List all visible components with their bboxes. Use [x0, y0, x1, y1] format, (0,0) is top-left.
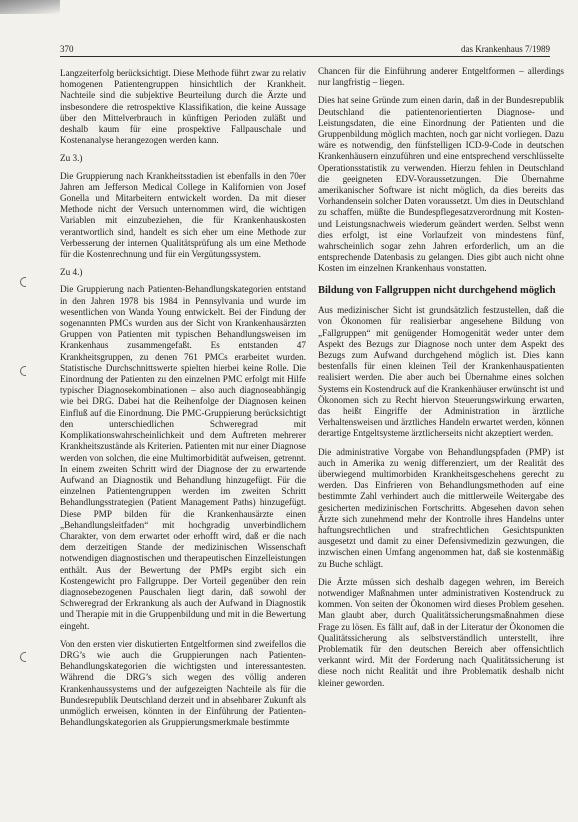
page-header	[60, 42, 550, 57]
paragraph: Die Gruppierung nach Patienten-Behandlungskategorien entstand in den Jahren 1978 bis 1984 in Pennsylvania und wurde im wesentlichen von Wanda Young entwickelt. Bei der Findung der sogenannten PMCs wurden aus der Sicht von Krankenhausärzten Gruppen von Patienten mit typischen Behandlungsweisen im Krankenhaus zusammengefaßt. Es entstanden 47 Krankheitsgruppen, zu denen 761 PMCs erarbeitet wurden. Statistische Durchschnittswerte spielten hierbei keine Rolle. Die Einordnung der Patienten zu den einzelnen PMC erfolgt mit Hilfe typischer Diagnosekombinationen – also auch diagnoseabhängig wie bei DRG. Dabei hat die Reihenfolge der Diagnosen keinen Einfluß auf die Einordnung. Die PMC-Gruppierung berücksichtigt den unterschiedlichen Schweregrad mit Komplikationswahrscheinlichkeit und dem Auftreten mehrerer Krankheitszustände als Kriterien. Patienten mit nur einer Diagnose werden von solchen, die eine Multimorbidität aufweisen, getrennt. In einem zweiten Schritt wird der Diagnose der zu erwartende Aufwand an Diagnostik und Behandlung hinzugefügt. Für die einzelnen Patientengruppen werden im zweiten Schritt Behandlungsstrategien (Patient Management Paths) hinzugefügt. Diese PMP bilden für die Krankenhausärzte einen „Behandlungsleitfaden“ mit hochgradig unverbindlichem Charakter, von dem erwartet oder erhofft wird, daß er die nach dem derzeitigen Stande der medizinischen Wissenschaft notwendigen diagnostischen und therapeutischen Einzelleistungen enthält. Aus der Bewertung der PMPs ergibt sich ein Kostengewicht pro Fallgruppe. Der Vorteil gegenüber den rein diagnosebezogenen Pauschalen liegt darin, daß sowohl der Schweregrad der Erkrankung als auch der Aufwand in Diagnostik und Therapie mit in die Gruppenbildung und mit in die Bewertung eingeht.	[60, 284, 306, 631]
paragraph: Chancen für die Einführung anderer Entgeltformen – allerdings nur langfristig – liegen.	[318, 66, 564, 88]
scan-shadow-corner	[0, 0, 60, 14]
journal-title: das Krankenhaus 7/1989	[461, 44, 550, 54]
paragraph: Die Ärzte müssen sich deshalb dagegen wehren, im Bereich notwendiger Maßnahmen unter administrativen Kostendruck zu kommen. Von seiten der Ökonomen wird dieses Problem gesehen. Man glaubt aber, durch Qualitätssicherungsmaßnahmen diese Frage zu lösen. Es fällt auf, daß in der Literatur der Ökonomen die Qualitätssicherung als selbstverständlich unterstellt, ihre Problematik für den deutschen Bereich aber offensichtlich verkannt wird. Mit der Forderung nach Qualitätssicherung ist diese noch nicht Realität und ihre Problematik deshalb nicht kleiner geworden.	[318, 576, 564, 688]
paragraph: Aus medizinischer Sicht ist grundsätzlich festzustellen, daß die von Ökonomen für realisierbar angesehene Bildung von „Fallgruppen“ mit genügender Homogenität weder unter dem Aspekt des Bezugs zur Diagnose noch unter dem Aspekt des Bezugs zum Aufwand durchgehend möglich ist. Dies kann bestenfalls für einen kleinen Teil der Krankenhauspatienten realisiert werden. Die aber auch bei Übernahme eines solchen Systems ein Kostendruck auf die Krankenhäuser erwünscht ist und Ökonomen sich zu Recht hiervon Steuerungswirkung erwarten, das heißt Eingriffe der Administration in ärztliche Verhaltensweisen und ärztliches Handeln erwartet werden, können derartige Entgeltsysteme ärztlicherseits nicht akzeptiert werden.	[318, 305, 564, 439]
margin-mark	[20, 652, 26, 662]
paragraph: Von den ersten vier diskutierten Entgeltformen sind zweifellos die DRG’s wie auch die Gruppierungen nach Patienten-Behandlungskategorien die wichtigsten und interessantesten. Während die DRG’s sich wegen des völlig anderen Krankenhaussystems und der aufgezeigten Nachteile als für die Bundesrepublik Deutschland derzeit und in absehbarer Zukunft als unmöglich erweisen, könnten in der Einführung der Patienten-Behandlungskategorien als Gruppierungsmerkmale bestimmte	[60, 638, 306, 728]
paragraph: Dies hat seine Gründe zum einen darin, daß in der Bundesrepublik Deutschland die patientenorientierten Diagnose- und Leistungsdaten, die eine Einordnung der Patienten und die Gruppenbildung möglich machten, noch gar nicht vorliegen. Dazu wäre es notwendig, den fünfstelligen ICD-9-Code in deutschen Krankenhäusern einzuführen und eine entsprechend verschlüsselte Operationsstatistik zu verwenden. Hierzu fehlen in Deutschland die geeigneten EDV-Voraussetzungen. Die Übernahme amerikanischer Software ist nicht möglich, da dies bereits das Vorhandensein solcher Daten voraussetzt. Um dies in Deutschland zu schaffen, müßte die Bundespflegesatzverordnung mit Kosten- und Leistungsnachweis wiederum geändert werden. Selbst wenn dies erfolgt, ist eine Vorlaufzeit von mindestens fünf, wahrscheinlich sogar zehn Jahren erforderlich, um an die entsprechende Datenbasis zu gelangen. Dies gibt auch nicht ohne Kosten im einzelnen Krankenhaus vonstatten.	[318, 95, 564, 274]
paragraph: Die Gruppierung nach Krankheitsstadien ist ebenfalls in den 70er Jahren am Jefferson Medical College in Kalifornien von Josef Gonella und Mitarbeitern entwickelt worden. Da mit dieser Methode nicht der Versuch unternommen wird, die wichtigen Variablen mit einzubeziehen, die für Krankenhauskosten verantwortlich sind, handelt es sich eher um eine Methode zur Verbesserung der internen Qualitätsprüfung als um eine Methode für die Kostenrechnung und für ein Vergütungssystem.	[60, 170, 306, 260]
margin-mark	[20, 366, 26, 376]
section-label: Zu 3.)	[60, 153, 83, 164]
page-number: 370	[60, 44, 74, 54]
section-heading: Bildung von Fallgruppen nicht durchgehend möglich	[318, 284, 556, 296]
right-column	[318, 66, 564, 814]
paragraph: Die administrative Vorgabe von Behandlungspfaden (PMP) ist auch in Amerika zu wenig differenziert, um der Realität des überwiegend multimorbiden Krankheitsgeschehens gerecht zu werden. Das Einfrieren von Behandlungsmethoden auf eine bestimmte Zahl verhindert auch die mittlerweile Weitergabe des gesicherten medizinischen Fortschritts. Abgesehen davon sehen Ärzte sich zunehmend mehr der Kontrolle ihres Handelns unter haftungsrechtlichen und strafrechtlichen Gesichtspunkten ausgesetzt und damit zu einer Defensivmedizin gezwungen, die inzwischen einen Umfang angenommen hat, daß sie kostenmäßig zu Buche schlägt.	[318, 446, 564, 569]
section-label: Zu 4.)	[60, 267, 83, 278]
left-column	[60, 68, 306, 816]
margin-mark	[20, 277, 26, 287]
paragraph: Langzeiterfolg berücksichtigt. Diese Methode führt zwar zu relativ homogenen Patientengruppen hinsichtlich der Krankheit. Nachteile sind die subjektive Beurteilung durch die Ärzte und insbesondere die retrospektive Klassifikation, die keine Aussage über den Mittelverbrauch in künftigen Perioden zuläßt und deshalb kaum für eine prospektive Fallpauschale und Kostenanalyse herangezogen werden kann.	[60, 68, 306, 146]
